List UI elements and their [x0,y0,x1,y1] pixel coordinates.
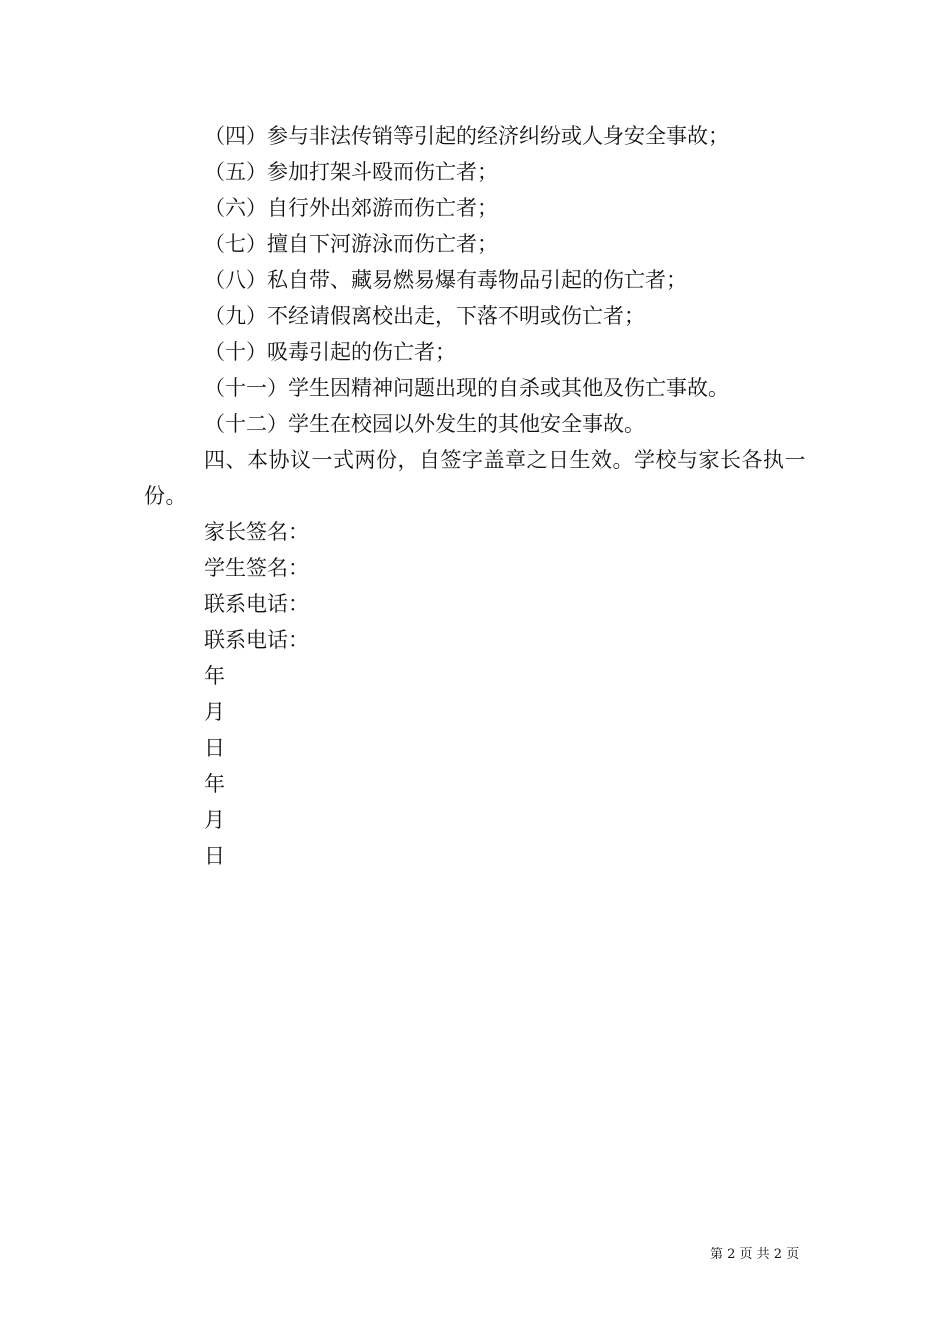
clause-5: （五）参加打架斗殴而伤亡者； [204,160,498,184]
phone-label-2: 联系电话： [204,628,309,652]
document-body [144,118,808,874]
clause-12: （十二）学生在校园以外发生的其他安全事故。 [204,412,645,436]
clause-8: （八）私自带、藏易燃易爆有毒物品引起的伤亡者； [204,268,687,292]
date-day-1: 日 [204,736,225,760]
clause-11: （十一）学生因精神问题出现的自杀或其他及伤亡事故。 [204,376,729,400]
clause-7: （七）擅自下河游泳而伤亡者； [204,232,498,256]
section-four-paragraph: 四、本协议一式两份，自签字盖章之日生效。学校与家长各执一份。 [144,448,806,508]
student-signature-label: 学生签名： [204,556,309,580]
clause-6: （六）自行外出郊游而伤亡者； [204,196,498,220]
date-month-1: 月 [204,700,225,724]
date-year-2: 年 [204,772,225,796]
date-year-1: 年 [204,664,225,688]
date-day-2: 日 [204,844,225,868]
clause-9: （九）不经请假离校出走，下落不明或伤亡者； [204,304,645,328]
phone-label-1: 联系电话： [204,592,309,616]
page-number-footer: 第 2 页 共 2 页 [710,1247,800,1262]
clause-10: （十）吸毒引起的伤亡者； [204,340,456,364]
parent-signature-label: 家长签名： [204,520,309,544]
date-month-2: 月 [204,808,225,832]
clause-4: （四）参与非法传销等引起的经济纠纷或人身安全事故； [204,124,729,148]
